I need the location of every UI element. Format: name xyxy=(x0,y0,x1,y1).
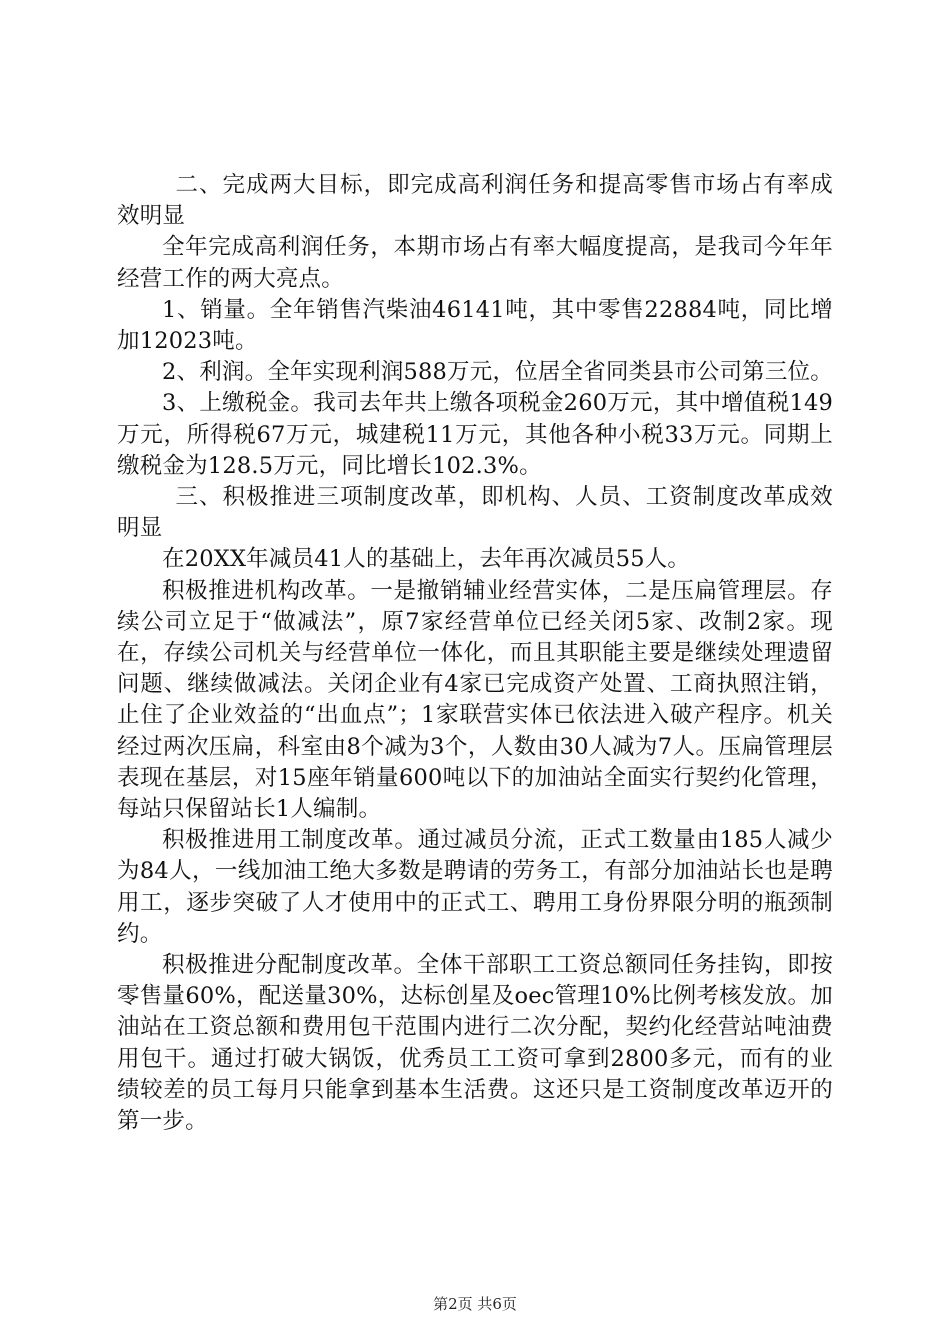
paragraph-summary: 全年完成高利润任务，本期市场占有率大幅度提高，是我司今年年经营工作的两大亮点。 xyxy=(117,234,833,292)
section-heading-three: 三、积极推进三项制度改革，即机构、人员、工资制度改革成效明显 xyxy=(117,484,833,542)
paragraph-sales-volume: 1、销量。全年销售汽柴油46141吨，其中零售22884吨，同比增加12023吨。 xyxy=(117,296,833,355)
document-body xyxy=(117,170,833,1137)
paragraph-organization-reform: 积极推进机构改革。一是撤销辅业经营实体，二是压扁管理层。存续公司立足于“做减法”，原7家经营单位已经关闭5家、改制2家。现在，存续公司机关与经营单位一体化，而且其职能主要是继续处理遗留问题、继续做减法。关闭企业有4家已完成资产处置、工商执照注销，止住了企业效益的“出血点”；1家联营实体已依法进入破产程序。机关经过两次压扁，科室由8个减为3个，人数由30人减为7人。压扁管理层表现在基层，对15座年销量600吨以下的加油站全面实行契约化管理，每站只保留站长1人编制。 xyxy=(117,577,833,823)
paragraph-staff-reduction: 在20XX年减员41人的基础上，去年再次减员55人。 xyxy=(162,546,691,573)
page-number-footer: 第2页 共6页 xyxy=(433,1295,517,1313)
paragraph-taxes: 3、上缴税金。我司去年共上缴各项税金260万元，其中增值税149万元，所得税67万元，城建税11万元，其他各种小税33万元。同期上缴税金为128.5万元，同比增长102.3%。 xyxy=(117,390,833,479)
paragraph-profit: 2、利润。全年实现利润588万元，位居全省同类县市公司第三位。 xyxy=(162,359,833,386)
paragraph-distribution-reform: 积极推进分配制度改革。全体干部职工工资总额同任务挂钩，即按零售量60%，配送量30%，达标创星及oec管理10%比例考核发放。加油站在工资总额和费用包干范围内进行二次分配，契约化经营站吨油费用包干。通过打破大锅饭，优秀员工工资可拿到2800多元，而有的业绩较差的员工每月只能拿到基本生活费。这还只是工资制度改革迈开的第一步。 xyxy=(117,952,833,1135)
paragraph-employment-reform: 积极推进用工制度改革。通过减员分流，正式工数量由185人减少为84人，一线加油工绝大多数是聘请的劳务工，有部分加油站长也是聘用工，逐步突破了人才使用中的正式工、聘用工身份界限分明的瓶颈制约。 xyxy=(117,827,833,947)
section-heading-two: 二、完成两大目标，即完成高利润任务和提高零售市场占有率成效明显 xyxy=(117,172,833,230)
